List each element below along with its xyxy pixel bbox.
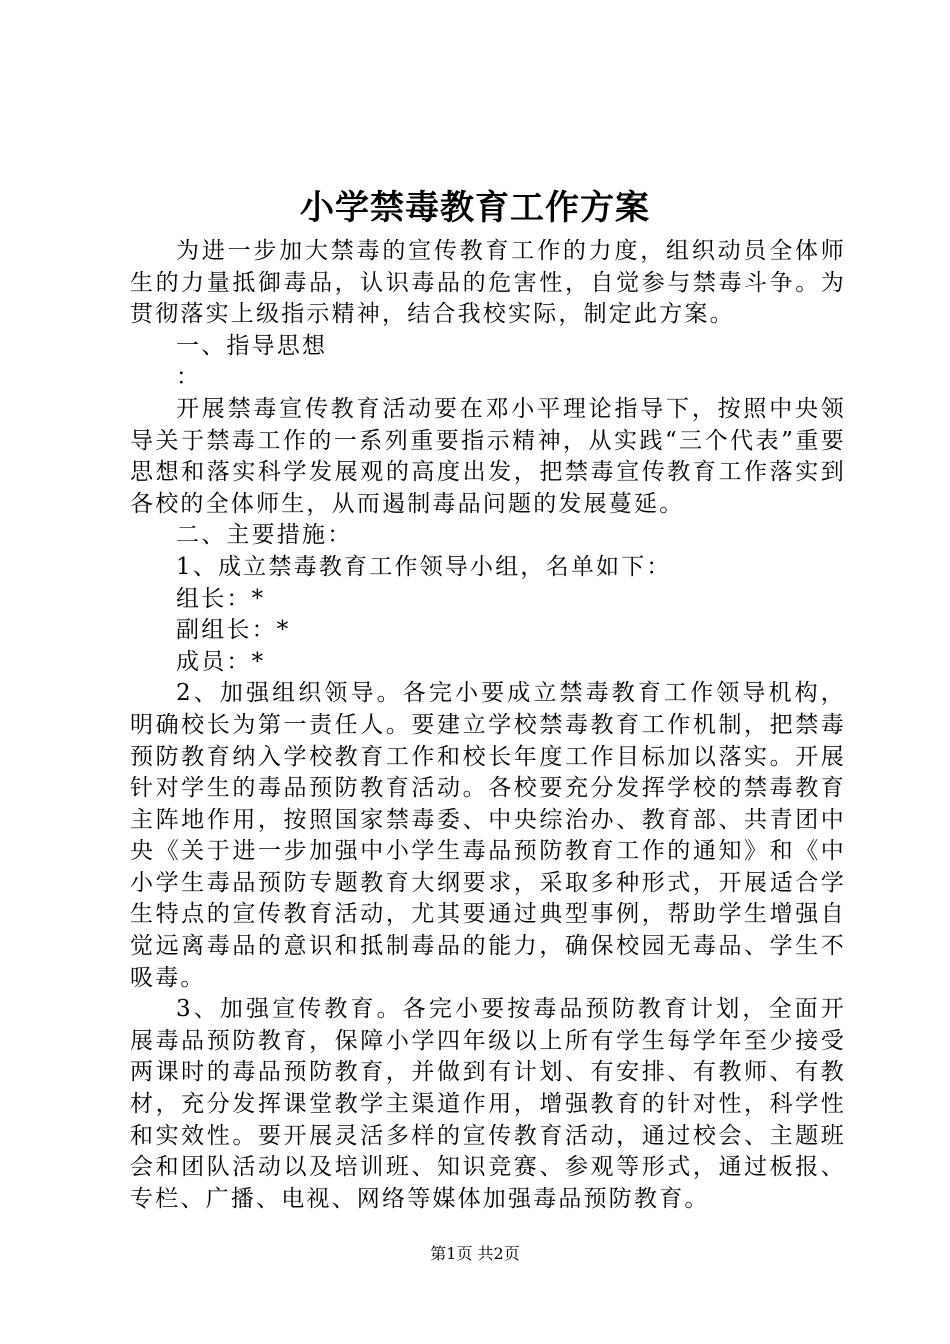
section1-colon: ： (176, 364, 202, 391)
item2-paragraph: 2、加强组织领导。各完小要成立禁毒教育工作领导机构，明确校长为第一责任人。要建立学校禁毒教育工作机制，把禁毒预防教育纳入学校教育工作和校长年度工作目标加以落实。开展针对学生的毒品预防教育活动。各校要充分发挥学校的禁毒教育主阵地作用，按照国家禁毒委、中央综治办、教育部、共青团中央《关于进一步加强中小学生毒品预防教育工作的通知》和《中小学生毒品预防专题教育大纲要求，采取多种形式，开展适合学生特点的宣传教育活动，尤其要通过典型事例，帮助学生增强自觉远离毒品的意识和抵制毒品的能力，确保校园无毒品、学生不吸毒。 (130, 680, 846, 991)
item1-paragraph: 1、成立禁毒教育工作领导小组，名单如下： (176, 553, 672, 580)
intro-paragraph: 为进一步加大禁毒的宣传教育工作的力度，组织动员全体师生的力量抵御毒品，认识毒品的危害性，自觉参与禁毒斗争。为贯彻落实上级指示精神，结合我校实际，制定此方案。 (130, 238, 846, 328)
document-title: 小学禁毒教育工作方案 (300, 188, 650, 228)
deputy-leader-line: 副组长：* (176, 617, 291, 644)
members-line: 成员：* (176, 648, 266, 675)
document-body (130, 236, 846, 1215)
page-footer: 第1页 共2页 (430, 1244, 520, 1263)
item3-paragraph: 3、加强宣传教育。各完小要按毒品预防教育计划，全面开展毒品预防教育，保障小学四年级以上所有学生每学年至少接受两课时的毒品预防教育，并做到有计划、有安排、有教师、有教材，充分发挥课堂教学主渠道作用，增强教育的针对性，科学性和实效性。要开展灵活多样的宣传教育活动，通过校会、主题班会和团队活动以及培训班、知识竞赛、参观等形式，通过板报、专栏、广播、电视、网络等媒体加强毒品预防教育。 (130, 996, 846, 1212)
section1-heading: 一、指导思想 (176, 332, 328, 359)
section1-body: 开展禁毒宣传教育活动要在邓小平理论指导下，按照中央领导关于禁毒工作的一系列重要指示精神，从实践“三个代表”重要思想和落实科学发展观的高度出发，把禁毒宣传教育工作落实到各校的全体师生，从而遏制毒品问题的发展蔓延。 (130, 395, 846, 517)
leader-line: 组长：* (176, 585, 266, 612)
section2-heading: 二、主要措施： (176, 522, 353, 549)
